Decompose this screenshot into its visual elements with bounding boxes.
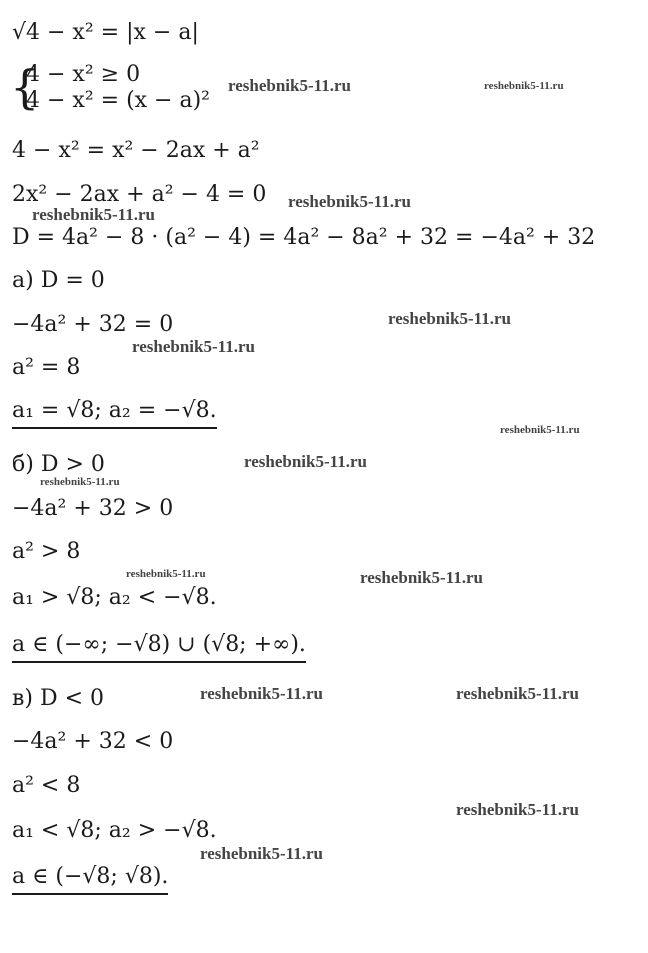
case-c-heading: в) D < 0 <box>12 686 105 711</box>
system-equation: 4 − x² = (x − a)² <box>26 88 210 113</box>
watermark: reshebnik5-11.ru <box>200 844 323 863</box>
watermark: reshebnik5-11.ru <box>200 684 323 703</box>
watermark: reshebnik5-11.ru <box>32 205 155 224</box>
case-c-answer: a ∈ (−√8; √8). <box>12 864 168 895</box>
expanded-equation: 4 − x² = x² − 2ax + a² <box>12 138 260 163</box>
watermark: reshebnik5-11.ru <box>132 337 255 356</box>
watermark: reshebnik5-11.ru <box>500 424 580 436</box>
case-c-step1: −4a² + 32 < 0 <box>12 729 174 754</box>
discriminant: D = 4a² − 8 · (a² − 4) = 4a² − 8a² + 32 = −4a² + 32 <box>12 225 596 250</box>
watermark: reshebnik5-11.ru <box>244 452 367 471</box>
case-a-step1: −4a² + 32 = 0 <box>12 312 174 337</box>
watermark: reshebnik5-11.ru <box>126 568 206 580</box>
case-a-heading: а) D = 0 <box>12 268 105 293</box>
case-c-step2: a² < 8 <box>12 773 81 798</box>
system-of-conditions <box>12 62 210 114</box>
watermark: reshebnik5-11.ru <box>40 476 120 488</box>
watermark: reshebnik5-11.ru <box>360 568 483 587</box>
quadratic-equation: 2x² − 2ax + a² − 4 = 0 <box>12 182 267 207</box>
case-b-heading: б) D > 0 <box>12 452 105 477</box>
case-a-answer: a₁ = √8; a₂ = −√8. <box>12 398 217 429</box>
watermark: reshebnik5-11.ru <box>456 684 579 703</box>
case-b-answer: a ∈ (−∞; −√8) ∪ (√8; +∞). <box>12 632 306 663</box>
case-a-step2: a² = 8 <box>12 355 81 380</box>
case-b-roots: a₁ > √8; a₂ < −√8. <box>12 585 217 610</box>
case-b-step1: −4a² + 32 > 0 <box>12 496 174 521</box>
equation-root: √4 − x² = |x − a| <box>12 20 199 45</box>
watermark: reshebnik5-11.ru <box>456 800 579 819</box>
watermark: reshebnik5-11.ru <box>288 192 411 211</box>
watermark: reshebnik5-11.ru <box>388 309 511 328</box>
case-b-step2: a² > 8 <box>12 539 81 564</box>
watermark: reshebnik5-11.ru <box>228 76 351 95</box>
system-condition: 4 − x² ≥ 0 <box>26 62 141 87</box>
system-brace: { <box>10 60 40 114</box>
case-c-roots: a₁ < √8; a₂ > −√8. <box>12 818 217 843</box>
watermark: reshebnik5-11.ru <box>484 80 564 92</box>
